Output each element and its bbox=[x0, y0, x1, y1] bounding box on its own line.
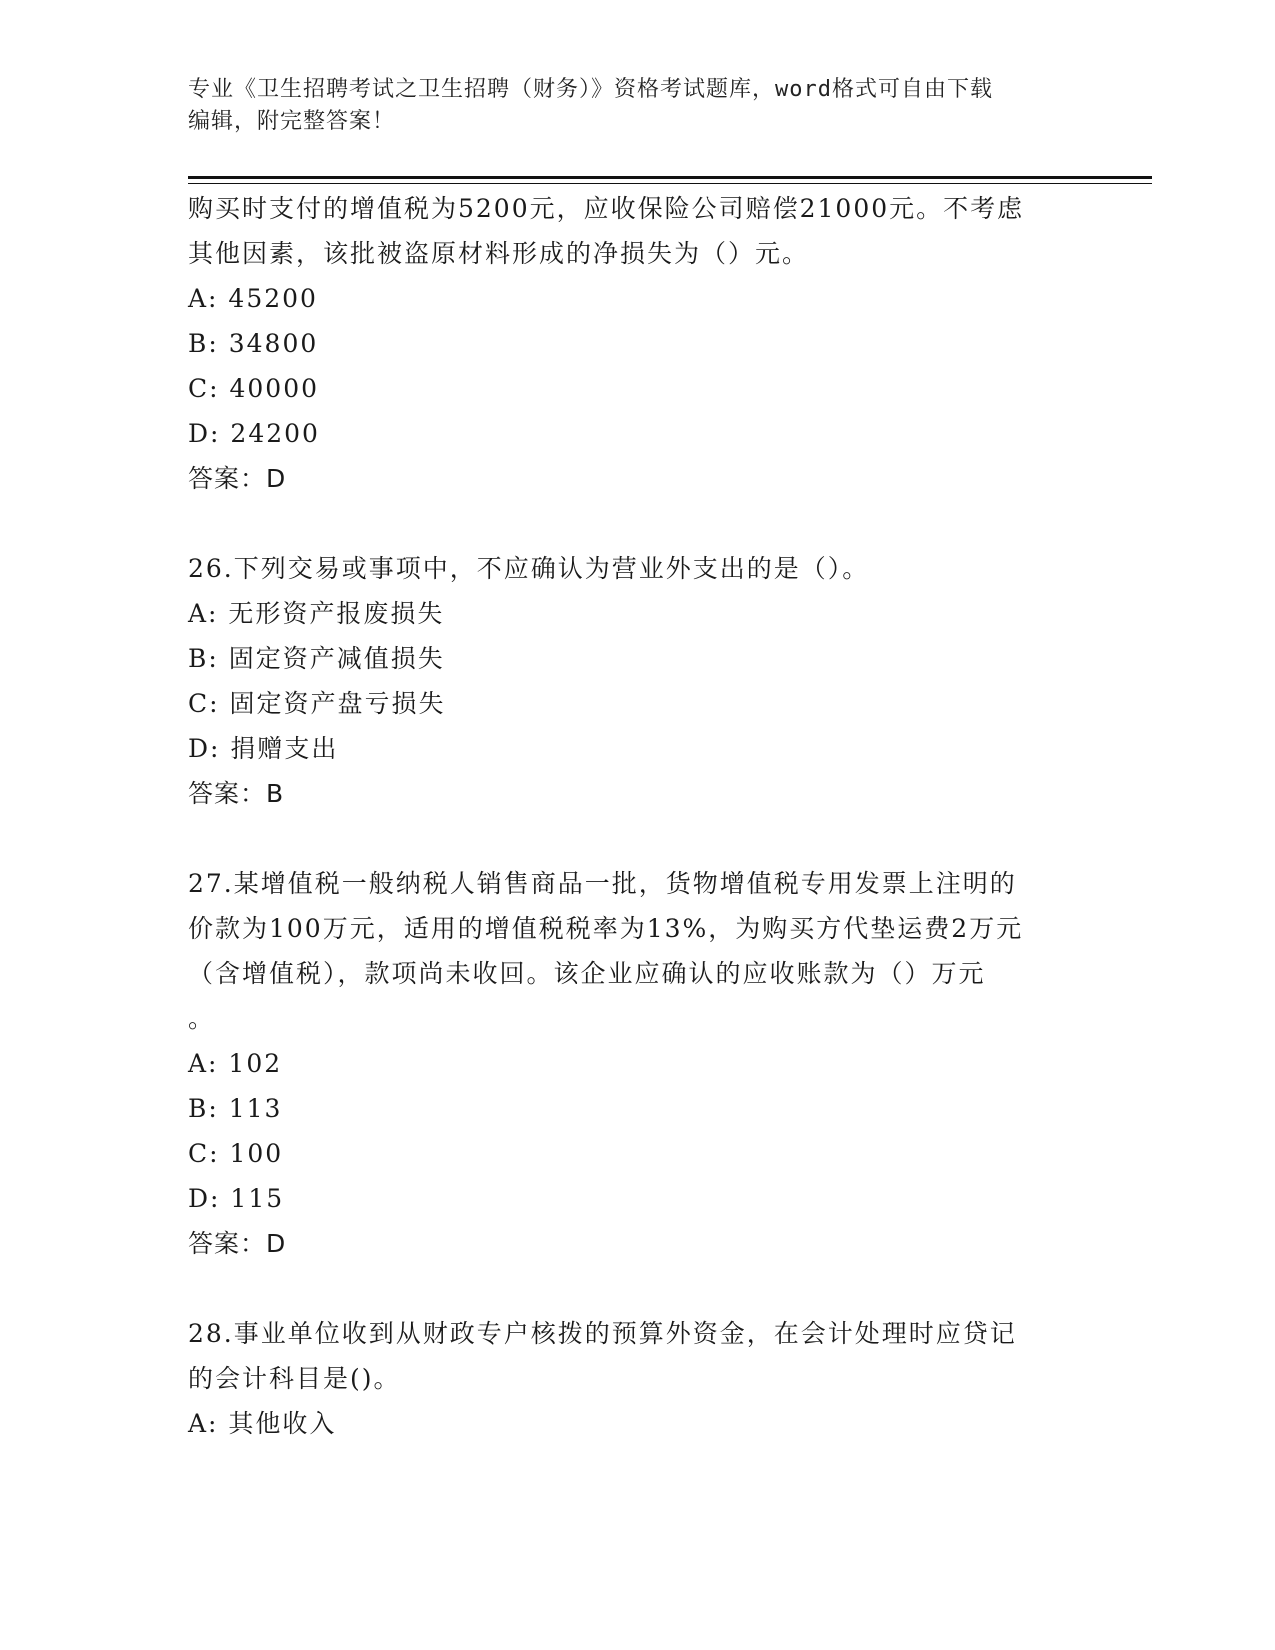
option-c: C: 40000 bbox=[188, 374, 320, 403]
option-d: D: 24200 bbox=[188, 419, 320, 448]
option-a: A: 无形资产报废损失 bbox=[188, 599, 445, 628]
header-rule-thin bbox=[188, 183, 1152, 184]
question-stem-line: 其他因素，该批被盗原材料形成的净损失为（）元。 bbox=[188, 239, 810, 268]
option-a: A: 45200 bbox=[188, 284, 318, 313]
question-stem-line: （含增值税），款项尚未收回。该企业应确认的应收账款为（）万元 bbox=[188, 959, 986, 988]
spacer bbox=[188, 1266, 1088, 1311]
question-stem-line: 购买时支付的增值税为5200元，应收保险公司赔偿21000元。不考虑 bbox=[188, 194, 1025, 223]
answer: 答案：B bbox=[188, 779, 285, 808]
spacer bbox=[188, 501, 1088, 546]
question-stem-line: 价款为100万元，适用的增值税税率为13%，为购买方代垫运费2万元 bbox=[188, 914, 1024, 943]
option-d: D: 115 bbox=[188, 1184, 285, 1213]
option-b: B: 34800 bbox=[188, 329, 319, 358]
option-d: D: 捐赠支出 bbox=[188, 734, 339, 763]
header-rule bbox=[188, 176, 1152, 179]
option-a: A: 其他收入 bbox=[188, 1409, 337, 1438]
question-stem-line: 26.下列交易或事项中，不应确认为营业外支出的是（）。 bbox=[188, 554, 870, 583]
answer: 答案：D bbox=[188, 1229, 287, 1258]
option-b: B: 固定资产减值损失 bbox=[188, 644, 445, 673]
spacer bbox=[188, 816, 1088, 861]
question-stem-line: 28.事业单位收到从财政专户核拨的预算外资金，在会计处理时应贷记 bbox=[188, 1319, 1017, 1348]
header-line-1: 专业《卫生招聘考试之卫生招聘（财务）》资格考试题库，word格式可自由下载 bbox=[188, 77, 993, 102]
option-c: C: 固定资产盘亏损失 bbox=[188, 689, 446, 718]
question-27 bbox=[188, 861, 1088, 1266]
header-line-2: 编辑，附完整答案！ bbox=[188, 109, 396, 134]
option-a: A: 102 bbox=[188, 1049, 283, 1078]
option-c: C: 100 bbox=[188, 1139, 284, 1168]
option-b: B: 113 bbox=[188, 1094, 283, 1123]
answer: 答案：D bbox=[188, 464, 287, 493]
question-28 bbox=[188, 1311, 1088, 1446]
question-content bbox=[188, 186, 1088, 1446]
question-stem-line: 的会计科目是()。 bbox=[188, 1364, 401, 1393]
question-stem-line: 27.某增值税一般纳税人销售商品一批，货物增值税专用发票上注明的 bbox=[188, 869, 1017, 898]
document-header bbox=[188, 74, 1068, 138]
question-26 bbox=[188, 546, 1088, 816]
question-25 bbox=[188, 186, 1088, 501]
question-stem-line: 。 bbox=[188, 1004, 216, 1033]
